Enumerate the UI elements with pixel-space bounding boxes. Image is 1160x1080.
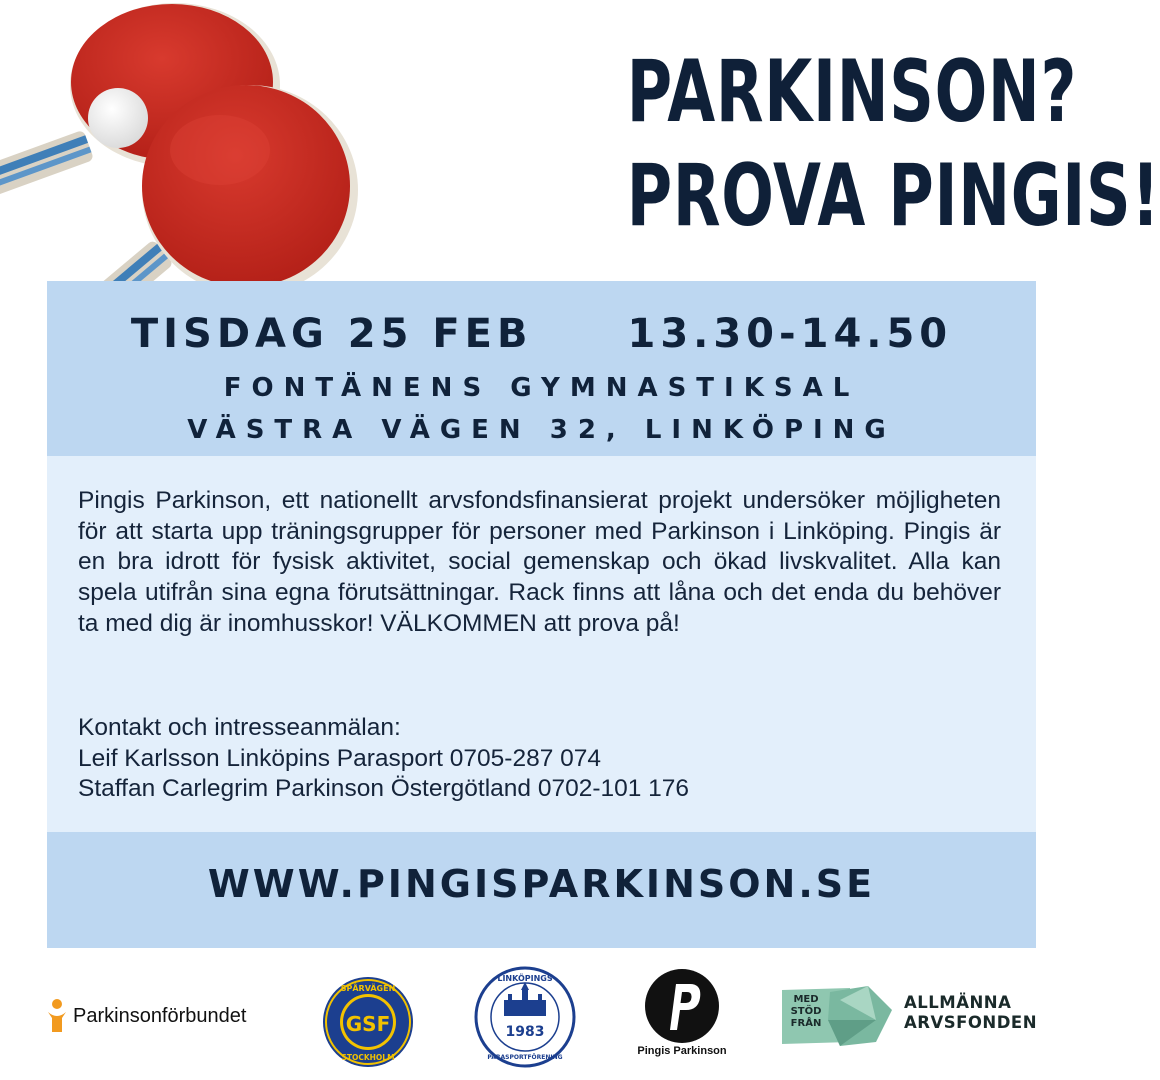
- pingis-parkinson-name: Pingis Parkinson: [637, 1045, 727, 1057]
- description-text: Pingis Parkinson, ett nationellt arvsfondsfinansierat projekt undersöker möjligheten för att starta upp träningsgrupper för personer med Parkinson i Linköping. Pingis är en bra idrott för fysisk aktivitet, social gemenskap och ökad livskvalitet. Alla kan spela utifrån sina egna förutsättningar. Rack finns att låna och det enda du behöver ta med dig är inomhusskor! VÄLKOMMEN att prova på!: [78, 487, 1001, 637]
- contact-line-1: Leif Karlsson Linköpins Parasport 0705-287 074: [78, 744, 602, 772]
- crystal-icon: [780, 980, 900, 1052]
- event-datetime: [47, 311, 1036, 357]
- linkopings-bottom-text: PARASPORTFÖRENING: [487, 1054, 563, 1061]
- contact-block: [78, 713, 1001, 805]
- sparvagen-bottom-text: STOCKHOLM: [341, 1053, 395, 1062]
- venue-address: VÄSTRA VÄGEN 32, LINKÖPING: [187, 415, 896, 445]
- arvsfonden-name-2: ARVSFONDEN: [904, 1013, 1038, 1032]
- linkopings-year: 1983: [505, 1024, 545, 1040]
- arvsfonden-name-1: ALLMÄNNA: [904, 993, 1012, 1012]
- event-time: 13.30-14.50: [627, 311, 953, 357]
- headline-line-1: PARKINSON?: [626, 42, 1078, 142]
- sparvagen-top-text: SPÅRVÄGEN: [340, 984, 396, 993]
- linkopings-top-text: LINKÖPINGS: [497, 974, 553, 983]
- arvsfonden-name: [904, 993, 1037, 1033]
- arvsfonden-logo: [780, 980, 1040, 1052]
- event-date: TISDAG 25 FEB: [130, 311, 533, 357]
- sparvagen-mark: GSF: [345, 1012, 391, 1036]
- website-link[interactable]: WWW.PINGISPARKINSON.SE: [207, 862, 876, 906]
- arvsfonden-badge: MED STÖD FRÅN: [790, 994, 822, 1029]
- person-icon: [46, 998, 68, 1034]
- headline-line-2: PROVA PINGIS!: [626, 146, 1160, 246]
- parkinsonforbundet-name: Parkinsonförbundet: [73, 1004, 247, 1027]
- parkinsonforbundet-logo: [46, 996, 246, 1036]
- venue-name: FONTÄNENS GYMNASTIKSAL: [223, 373, 860, 403]
- sparvagen-logo: [322, 976, 414, 1068]
- contact-line-2: Staffan Carlegrim Parkinson Östergötland 0702-101 176: [78, 775, 690, 803]
- contact-heading: Kontakt och intresseanmälan:: [78, 714, 401, 741]
- p-logo-icon: [644, 968, 720, 1044]
- pingis-parkinson-logo: [632, 968, 732, 1060]
- page-title: [470, 40, 1160, 248]
- linkopings-parasport-logo: [474, 966, 576, 1068]
